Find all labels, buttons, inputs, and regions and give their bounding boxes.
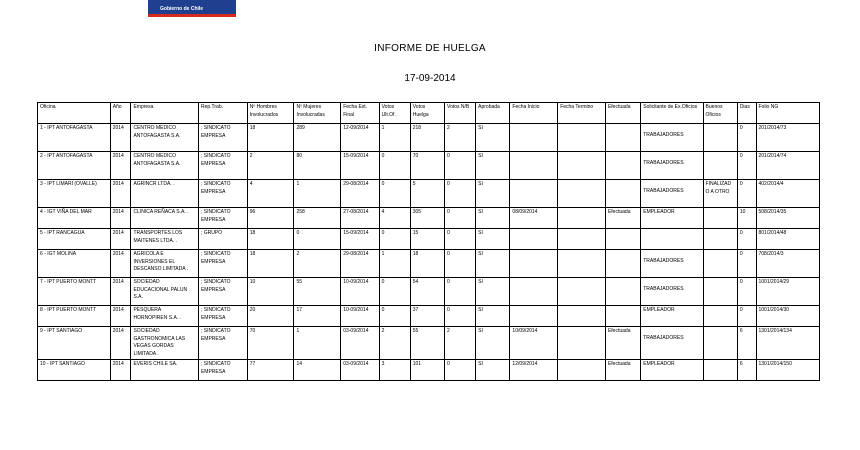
table-cell: 0 xyxy=(737,278,756,306)
table-cell: 3 xyxy=(379,360,410,381)
table-cell xyxy=(510,306,558,327)
table-cell: Efectuada xyxy=(605,208,640,229)
table-cell: SOCIEDAD EDUCACIONAL PALUN S.A. xyxy=(131,278,199,306)
column-header: Solicitante de Ex.Oficios xyxy=(641,103,703,124)
table-cell: 14 xyxy=(294,360,341,381)
table-cell: 1001/2014/29 xyxy=(756,278,820,306)
table-cell: ; SINDICATO EMPRESA xyxy=(198,180,247,208)
table-cell xyxy=(605,306,640,327)
table-cell xyxy=(558,180,606,208)
table-cell: SI xyxy=(476,278,510,306)
table-cell: 2014 xyxy=(110,306,131,327)
table-cell: 29-08/2014 xyxy=(341,180,379,208)
table-cell: 1301/2014/150 xyxy=(756,360,820,381)
table-cell xyxy=(605,250,640,278)
table-cell: 6 - IGT MOLINA xyxy=(38,250,111,278)
table-cell: 7 - IPT PUERTO MONTT xyxy=(38,278,111,306)
table-cell: 2014 xyxy=(110,278,131,306)
table-cell xyxy=(703,250,737,278)
table-cell: 0 xyxy=(379,278,410,306)
table-cell: ; SINDICATO EMPRESA xyxy=(198,360,247,381)
table-cell: 0 xyxy=(445,250,476,278)
table-row xyxy=(38,152,820,180)
table-cell: TRABAJADORES xyxy=(641,124,703,152)
table-cell: TRANSPORTES LOS MAITENES LTDA. . xyxy=(131,229,199,250)
table-cell: 0 xyxy=(294,229,341,250)
table-cell: 9 - IPT SANTIAGO xyxy=(38,327,111,360)
table-cell: 37 xyxy=(410,306,444,327)
column-header: Votos N/B xyxy=(445,103,476,124)
table-cell xyxy=(558,306,606,327)
table-cell: TRABAJADORES xyxy=(641,327,703,360)
table-cell xyxy=(703,327,737,360)
column-header: Rep.Trab. xyxy=(198,103,247,124)
column-header: Fecha Termino xyxy=(558,103,606,124)
table-row xyxy=(38,180,820,208)
table-cell xyxy=(703,360,737,381)
table-cell: 5 xyxy=(410,180,444,208)
column-header: Folio NG xyxy=(756,103,820,124)
table-cell xyxy=(703,229,737,250)
table-cell xyxy=(558,278,606,306)
table-cell: ; SINDICATO EMPRESA xyxy=(198,327,247,360)
table-cell: 20 xyxy=(247,306,294,327)
table-cell: TRABAJADORES xyxy=(641,180,703,208)
table-cell xyxy=(605,229,640,250)
table-cell xyxy=(605,124,640,152)
table-cell: 0 xyxy=(737,180,756,208)
table-cell: SI xyxy=(476,152,510,180)
table-cell: 18 xyxy=(247,250,294,278)
table-cell: 0 xyxy=(445,208,476,229)
table-cell: 1001/2014/30 xyxy=(756,306,820,327)
table-cell: 55 xyxy=(294,278,341,306)
table-cell: 218 xyxy=(410,124,444,152)
table-row xyxy=(38,124,820,152)
table-cell: 03-09/2014 xyxy=(341,360,379,381)
table-cell: 258 xyxy=(294,208,341,229)
table-cell: 2 xyxy=(247,152,294,180)
table-cell: 70 xyxy=(410,152,444,180)
table-cell: SI xyxy=(476,327,510,360)
table-cell xyxy=(558,327,606,360)
table-cell: SI xyxy=(476,208,510,229)
table-cell: 1 xyxy=(294,180,341,208)
table-cell: 10-09/2014 xyxy=(341,278,379,306)
column-header: Oficina xyxy=(38,103,111,124)
column-header: Fecha Inicio xyxy=(510,103,558,124)
table-cell: 2 xyxy=(445,124,476,152)
table-cell: ; SINDICATO EMPRESA xyxy=(198,124,247,152)
table-cell: 10-09/2014 xyxy=(341,306,379,327)
table-cell: TRABAJADORES xyxy=(641,152,703,180)
table-cell: 12/09/2014 xyxy=(510,360,558,381)
table-cell: 10 xyxy=(737,208,756,229)
table-cell xyxy=(558,124,606,152)
table-cell: 2014 xyxy=(110,208,131,229)
column-header: Votos Huelga xyxy=(410,103,444,124)
table-cell xyxy=(703,124,737,152)
table-cell: 0 xyxy=(737,229,756,250)
table-cell: EMPLEADOR xyxy=(641,360,703,381)
table-header-row xyxy=(38,103,820,124)
logo-text: Gobierno de Chile xyxy=(160,6,204,12)
table-row xyxy=(38,306,820,327)
table-cell: 0 xyxy=(379,306,410,327)
report-date: 17-09-2014 xyxy=(404,73,456,84)
table-cell: 201/2014/74 xyxy=(756,152,820,180)
table-cell: 3 - IPT LIMARI (OVALLE) xyxy=(38,180,111,208)
table-cell: 0 xyxy=(445,360,476,381)
table-cell: 17 xyxy=(294,306,341,327)
table-cell: 80 xyxy=(294,152,341,180)
column-header: Nº Hombres Involucrados xyxy=(247,103,294,124)
column-header: Buenos Oficios xyxy=(703,103,737,124)
table-cell: TRABAJADORES xyxy=(641,250,703,278)
table-cell: SOCIEDAD GASTRONOMICA LAS VEGAS GORDAS LIMITADA . xyxy=(131,327,199,360)
table-cell: 0 xyxy=(445,229,476,250)
table-cell xyxy=(703,152,737,180)
table-cell: 305 xyxy=(410,208,444,229)
table-cell: 1 xyxy=(379,250,410,278)
table-cell: 0 xyxy=(737,124,756,152)
table-cell: 18 xyxy=(410,250,444,278)
table-cell: 289 xyxy=(294,124,341,152)
table-cell: EMPLEADOR xyxy=(641,208,703,229)
table-cell: TRABAJADORES xyxy=(641,278,703,306)
table-cell: SI xyxy=(476,250,510,278)
table-cell: 77 xyxy=(247,360,294,381)
table-cell: 2014 xyxy=(110,229,131,250)
table-row xyxy=(38,327,820,360)
table-cell: 8 - IPT PUERTO MONTT xyxy=(38,306,111,327)
table-cell: 2 xyxy=(379,327,410,360)
table-cell: Efectuada xyxy=(605,360,640,381)
table-cell: 4 xyxy=(247,180,294,208)
table-cell: 08/09/2014 xyxy=(510,208,558,229)
table-cell xyxy=(605,152,640,180)
table-cell: 402/2014/4 xyxy=(756,180,820,208)
table-cell: 2014 xyxy=(110,152,131,180)
table-cell: 15-09/2014 xyxy=(341,152,379,180)
table-row xyxy=(38,250,820,278)
table-cell: 2014 xyxy=(110,180,131,208)
table-cell xyxy=(703,306,737,327)
table-cell: 0 xyxy=(379,229,410,250)
table-cell: ; SINDICATO EMPRESA xyxy=(198,152,247,180)
table-cell: SI xyxy=(476,229,510,250)
report-title: INFORME DE HUELGA xyxy=(374,43,486,54)
table-cell: AGRICOLA E INVERSIONES EL DESCANSO LIMITADA . xyxy=(131,250,199,278)
table-cell: CLINICA REÑACA S.A. . xyxy=(131,208,199,229)
table-cell: 801/2014/48 xyxy=(756,229,820,250)
table-cell: 201/2014/73 xyxy=(756,124,820,152)
table-cell: 15-09/2014 xyxy=(341,229,379,250)
table-cell: 6 xyxy=(737,327,756,360)
table-cell xyxy=(558,360,606,381)
table-cell xyxy=(510,250,558,278)
table-cell: 0 xyxy=(445,180,476,208)
table-cell: CENTRO MEDICO ANTOFAGASTA S.A. xyxy=(131,124,199,152)
table-cell: 1 xyxy=(294,327,341,360)
table-cell: 2014 xyxy=(110,124,131,152)
table-cell: AGRINCR LTDA. . xyxy=(131,180,199,208)
table-cell: 0 xyxy=(445,152,476,180)
table-cell: ; GRUPO xyxy=(198,229,247,250)
column-header: Votos Ult.Of. xyxy=(379,103,410,124)
table-cell: ; SINDICATO EMPRESA xyxy=(198,208,247,229)
column-header: Año xyxy=(110,103,131,124)
column-header: Fecha Ext. Final xyxy=(341,103,379,124)
table-cell: 10 xyxy=(247,278,294,306)
table-cell xyxy=(605,180,640,208)
table-cell: 1 xyxy=(379,124,410,152)
table-cell xyxy=(641,229,703,250)
table-cell: SI xyxy=(476,306,510,327)
column-header: Nº Mujeres Involucradas xyxy=(294,103,341,124)
table-cell: 96 xyxy=(247,208,294,229)
table-cell: SI xyxy=(476,180,510,208)
table-cell: 1301/2014/134 xyxy=(756,327,820,360)
table-cell: 2014 xyxy=(110,327,131,360)
table-cell xyxy=(703,208,737,229)
column-header: Aprobada xyxy=(476,103,510,124)
table-cell: 5 - IPT RANCAGUA xyxy=(38,229,111,250)
table-cell xyxy=(558,208,606,229)
table-cell: 0 xyxy=(737,152,756,180)
table-cell xyxy=(703,278,737,306)
table-cell: 03-09/2014 xyxy=(341,327,379,360)
table-row xyxy=(38,229,820,250)
table-cell: Efectuada xyxy=(605,327,640,360)
table-cell: SI xyxy=(476,124,510,152)
table-cell: 2 xyxy=(294,250,341,278)
table-cell: 0 xyxy=(445,278,476,306)
table-cell: 18 xyxy=(247,124,294,152)
table-cell xyxy=(510,229,558,250)
table-cell: 29-08/2014 xyxy=(341,250,379,278)
table-cell xyxy=(558,250,606,278)
table-cell: 54 xyxy=(410,278,444,306)
table-cell: 15 xyxy=(410,229,444,250)
table-cell: 2 xyxy=(445,327,476,360)
table-cell: 2014 xyxy=(110,250,131,278)
table-cell xyxy=(605,278,640,306)
table-cell: EVERIS CHILE SA. xyxy=(131,360,199,381)
table-row xyxy=(38,208,820,229)
table-cell: 0 xyxy=(445,306,476,327)
table-cell: 0 xyxy=(379,180,410,208)
table-cell: SI xyxy=(476,360,510,381)
table-cell: 1 - IPT ANTOFAGASTA xyxy=(38,124,111,152)
table-cell: 55 xyxy=(410,327,444,360)
table-cell: EMPLEADOR xyxy=(641,306,703,327)
table-row xyxy=(38,278,820,306)
table-cell xyxy=(510,278,558,306)
column-header: Efectuada xyxy=(605,103,640,124)
table-cell: 0 xyxy=(737,306,756,327)
table-row xyxy=(38,360,820,381)
table-cell: 0 xyxy=(737,250,756,278)
table-cell: 70 xyxy=(247,327,294,360)
table-cell: 4 xyxy=(379,208,410,229)
table-cell: ; SINDICATO EMPRESA xyxy=(198,278,247,306)
table-cell: 10 - IPT SANTIAGO xyxy=(38,360,111,381)
column-header: Empresa xyxy=(131,103,199,124)
table-cell: PESQUERA HORNOPIREN S.A. . xyxy=(131,306,199,327)
table-cell: ; SINDICATO EMPRESA xyxy=(198,306,247,327)
table-cell: CENTRO MEDICO ANTOFAGASTA S.A. xyxy=(131,152,199,180)
table-cell: 6 xyxy=(737,360,756,381)
table-cell: 18 xyxy=(247,229,294,250)
table-cell xyxy=(510,152,558,180)
table-cell: 101 xyxy=(410,360,444,381)
table-cell: 2014 xyxy=(110,360,131,381)
table-cell xyxy=(558,152,606,180)
table-cell: FINALIZADO A OTRO xyxy=(703,180,737,208)
table-cell: 2 - IPT ANTOFAGASTA xyxy=(38,152,111,180)
table-cell xyxy=(510,124,558,152)
table-cell: ; SINDICATO EMPRESA xyxy=(198,250,247,278)
table-cell: 708/2014/3 xyxy=(756,250,820,278)
table-cell: 508/2014/35 xyxy=(756,208,820,229)
table-cell xyxy=(510,180,558,208)
table-cell: 10/09/2014 xyxy=(510,327,558,360)
table-cell: 0 xyxy=(379,152,410,180)
table-cell xyxy=(558,229,606,250)
table-cell: 12-09/2014 xyxy=(341,124,379,152)
strike-report-table xyxy=(37,102,820,381)
table-cell: 27-08/2014 xyxy=(341,208,379,229)
table-cell: 4 - IGT VIÑA DEL MAR xyxy=(38,208,111,229)
column-header: Dias xyxy=(737,103,756,124)
